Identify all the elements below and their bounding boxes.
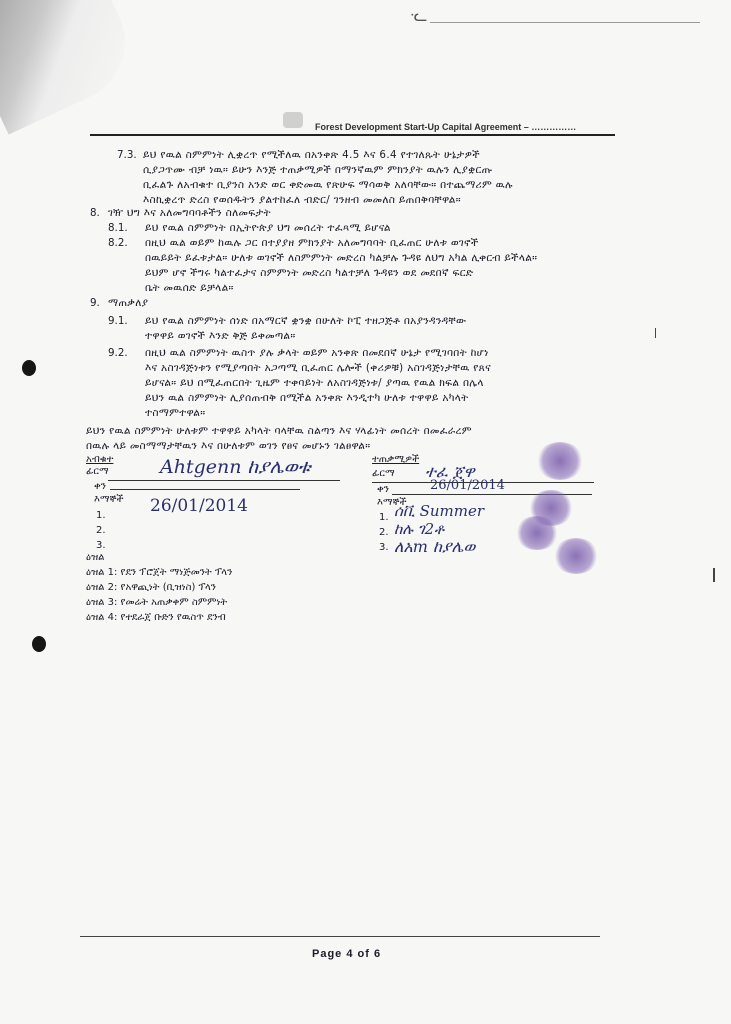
clause-line: ቢፈልጉ ለአብቁተ ቢያንስ አንድ ወር ቀድመዉ የጽሁፍ ማሳወቅ አለባቸው። በተጨማሪም ዉሉ	[143, 179, 513, 191]
left-date-label: ቀን	[94, 481, 106, 492]
right-date-label: ቀን	[377, 484, 389, 495]
section-number: 8.	[90, 207, 100, 219]
clause-line: ሲያጋጥሙ ብቻ ነዉ። ይሁን እንጅ ተጠቃሚዎች በማንኛዉም ምክንያት ዉሉን ሊያቋርጡ	[143, 164, 493, 176]
left-witness-label: እማኞች	[94, 494, 124, 505]
top-rule	[430, 22, 700, 23]
left-party-label: አብቁተ	[86, 454, 114, 465]
clause-line: ይሆናል። ይህ በሚፈጠርበት ጊዜም ተቀባይነት ለአስገዳጅነቱ/ ያጣዉ የዉል ክፍል በሌላ	[145, 377, 484, 389]
fingerprint-stamp	[553, 538, 599, 574]
section-number: 9.	[90, 297, 100, 309]
clause-line: ይህ የዉል ስምምነት በኢትዮጵያ ህግ መሰረት ተፈጻሚ ይሆናል	[145, 222, 391, 234]
right-signature: ተፈ ጀዋ	[425, 462, 475, 481]
punch-hole	[32, 636, 46, 652]
left-witness-number: 1.	[96, 510, 106, 521]
right-witness-signature: ለአm ከያሌወ	[394, 537, 476, 556]
clause-line: በዚህ ዉል ስምምነት ዉስጥ ያሉ ቃላት ወይም አንቀጽ በመደበኛ ሁኔታ የሚገባበት ከሆነ	[145, 347, 489, 359]
clause-line: እስኪቋረጥ ድረስ የወሰዱትን ያልተከፈለ ብድር/ ገንዘብ መመለስ ይጠበቅባቸዋል።	[143, 194, 461, 206]
fingerprint-stamp	[515, 516, 559, 550]
right-witness-signature: ሰቪ Summer	[394, 502, 485, 520]
left-date-line	[110, 489, 300, 490]
right-sign-label: ፊርማ	[372, 468, 395, 479]
clause-line: እና አስገዳጅነቱን የሚያጣበት አጋጣሚ ቢፈጠር ሌሎች (ቀሪዎቹ) አስገዳጅነታቸዉ የጸና	[145, 362, 491, 374]
clause-number: 7.3.	[117, 149, 137, 161]
margin-mark	[713, 568, 715, 582]
clause-line: በዉይይት ይፈቱታል። ሁለቱ ወገኖች ለስምምነት መድረስ ካልቻሉ ጉዳዩ ለህግ አካል ሊቀርብ ይችላል።	[145, 252, 538, 264]
right-party-label: ተጠቃሚዎች	[372, 454, 420, 465]
left-date-handwritten: 26/01/2014	[150, 496, 248, 516]
punch-hole	[22, 360, 36, 376]
page-number: Page 4 of 6	[312, 948, 382, 960]
top-mark: ᓦ	[410, 6, 428, 25]
clause-line: ተዋዋይ ወገኖች እንድ ቅጅ ይቀመጣል።	[145, 330, 296, 342]
left-sign-line	[108, 480, 340, 481]
left-sign-label: ፊርማ	[86, 466, 109, 477]
header-rule	[90, 134, 615, 136]
clause-number: 9.1.	[108, 315, 128, 327]
closing-line: በዉሉ ላይ መስማማታቸዉን እና በሁለቱም ወገን የፀና መሆኑን ገልፀዋል።	[86, 440, 371, 452]
left-witness-number: 3.	[96, 540, 106, 551]
clause-line: ይህም ሆኖ ችግሩ ካልተፈታና ስምምነት መድረስ ካልተቻለ ጉዳዩን ወደ መደበኛ ፍርድ	[145, 267, 474, 279]
left-witness-number: 2.	[96, 525, 106, 536]
clause-number: 8.2.	[108, 237, 128, 249]
clause-line: በዚህ ዉል ወይም ከዉሉ ጋር በተያያዘ ምክንያት አለመግባባት ቢፈጠር ሁለቱ ወገኖች	[145, 237, 479, 249]
clause-line: ይህን ዉል ስምምነት ሊያሰጠብቅ በሚችል አንቀጽ እንዲተካ ሁለቱ ተዋዋይ አካላት	[145, 392, 469, 404]
left-signature: Ahtgenn ከያሌወቱ	[160, 456, 311, 478]
clause-line: ተስማምተዋል።	[145, 407, 206, 419]
right-witness-label: እማኞች	[377, 497, 407, 508]
right-witness-number: 2.	[379, 527, 389, 538]
appendix-item: ዕዝል 4: የተደራጀ ቡድን የዉስጥ ደንብ	[86, 612, 226, 623]
section-title: ማጠቃለያ	[108, 297, 149, 309]
section-title: ገዥ ህግ እና አለመግባባቶችን ስለመፍታት	[108, 207, 271, 219]
document-header: Forest Development Start-Up Capital Agreement – ……………	[315, 122, 577, 132]
right-witness-number: 1.	[379, 512, 389, 523]
appendix-item: ዕዝል 1: የደን ፕሮጀት ማነጅመንት ፕላን	[86, 567, 233, 578]
appendix-title: ዕዝል	[86, 552, 105, 563]
clause-line: ይህ የዉል ስምምነት ሰነድ በአማርኛ ቋንቋ በሁለት ኮፒ ተዘጋጅቶ በአያንዳንዳቸው	[145, 315, 467, 327]
footer-rule	[80, 936, 600, 937]
right-witness-signature: ከሉ ገ2ቶ	[394, 520, 445, 538]
appendix-item: ዕዝል 3: የመሬት አጠቃቀም ስምምነት	[86, 597, 228, 608]
clause-number: 8.1.	[108, 222, 128, 234]
appendix-item: ዕዝል 2: የአዋጪነት (ቢዝነስ) ፕላን	[86, 582, 216, 593]
folded-corner	[0, 0, 145, 135]
clause-number: 9.2.	[108, 347, 128, 359]
ink-smudge	[283, 112, 303, 128]
margin-mark	[655, 328, 656, 338]
fingerprint-stamp	[536, 442, 584, 480]
clause-line: ይህ የዉል ስምምነት ሊቋረጥ የሚችለዉ በአንቀጽ 4.5 እና 6.4 የተገለጹት ሁኔታዎች	[143, 149, 480, 161]
closing-line: ይህን የዉል ስምምነት ሁለቱም ተዋዋይ አካላት ባላቸዉ ስልጣን እና ሃላፊነት መሰረት በመፈራረም	[86, 425, 472, 437]
right-date-handwritten: 26/01/2014	[430, 478, 505, 493]
clause-line: ቤት መዉሰድ ይቻላል።	[145, 282, 234, 294]
right-witness-number: 3.	[379, 542, 389, 553]
